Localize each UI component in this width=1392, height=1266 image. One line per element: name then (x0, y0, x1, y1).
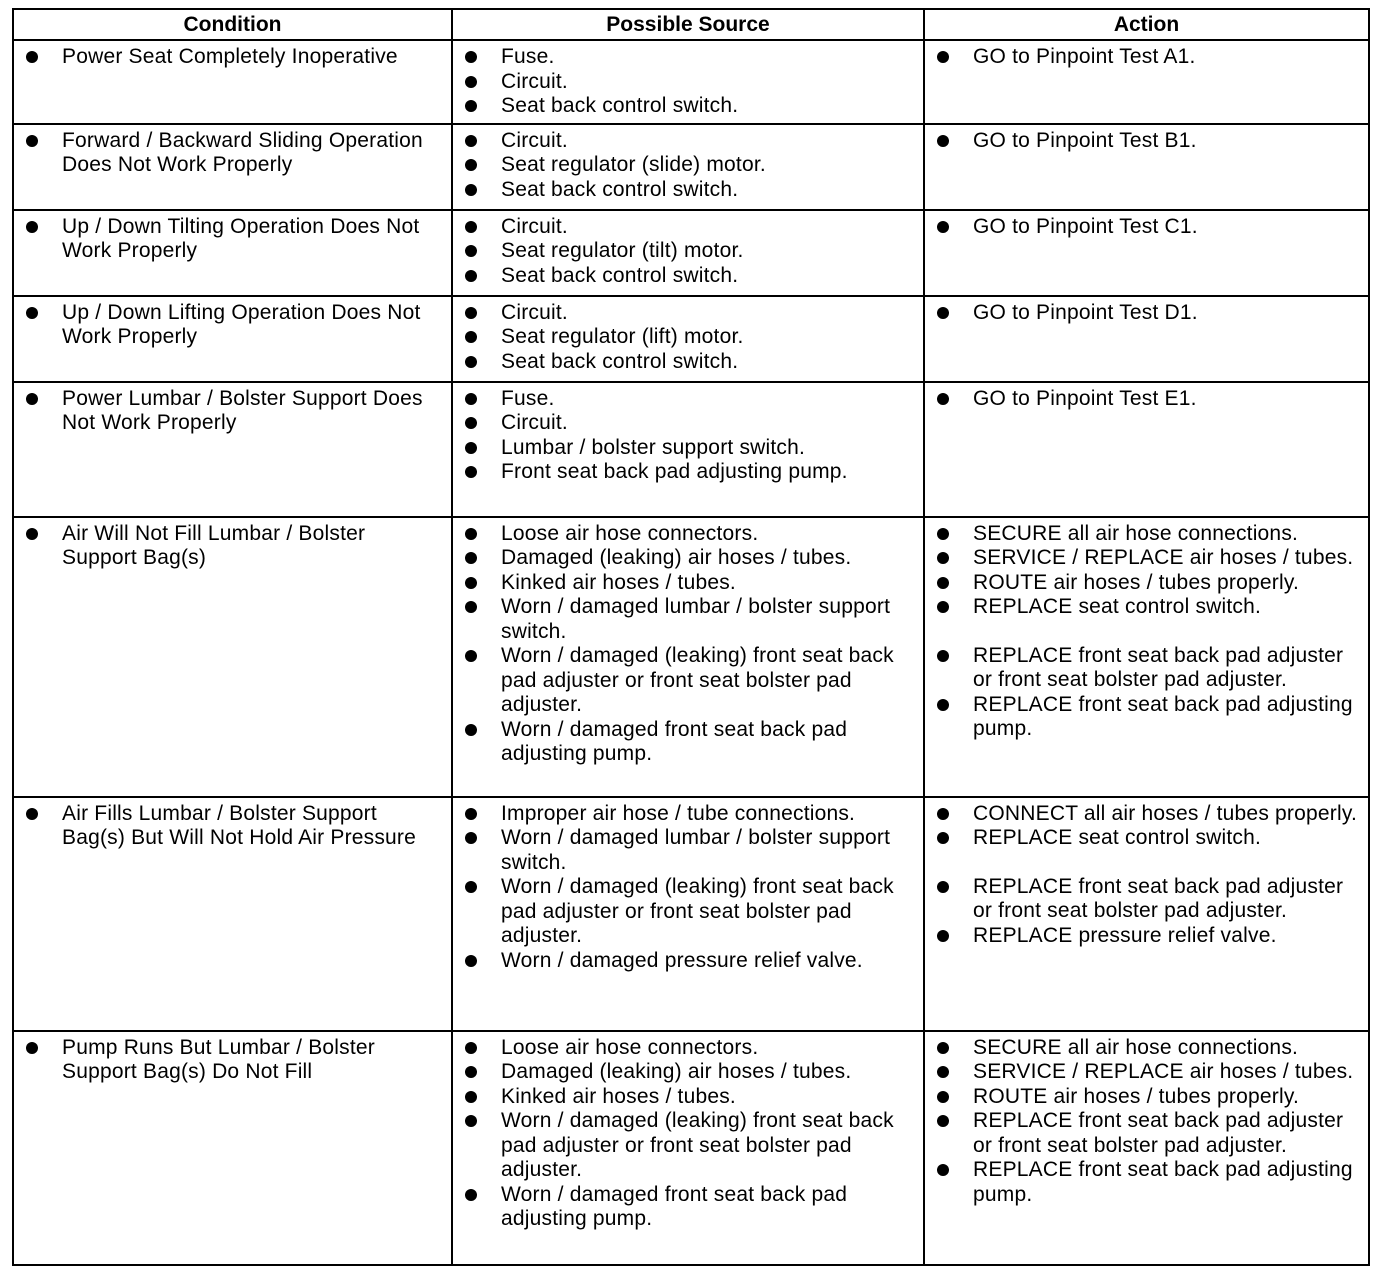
bullet-icon (937, 51, 949, 63)
source-item: Worn / damaged pressure relief valve. (459, 949, 917, 974)
condition-cell (13, 210, 452, 296)
bullet-icon (937, 832, 949, 844)
bullet-icon (465, 724, 477, 736)
bullet-icon (937, 1042, 949, 1054)
table-row (13, 40, 1369, 124)
bullet-icon (937, 1164, 949, 1176)
bullet-icon (937, 650, 949, 662)
source-item: Kinked air hoses / tubes. (459, 571, 917, 596)
source-item: Circuit. (459, 129, 917, 154)
table-row (13, 124, 1369, 210)
table-row (13, 1031, 1369, 1265)
source-item: Worn / damaged front seat back pad adjusting pump. (459, 718, 917, 767)
header-condition: Condition (13, 9, 452, 40)
bullet-icon (26, 135, 38, 147)
bullet-icon (465, 1066, 477, 1078)
bullet-icon (465, 1189, 477, 1201)
action-cell (924, 1031, 1369, 1265)
bullet-icon (465, 135, 477, 147)
action-item: GO to Pinpoint Test B1. (931, 129, 1362, 154)
source-item: Seat regulator (lift) motor. (459, 325, 917, 350)
condition-cell (13, 1031, 452, 1265)
action-item: GO to Pinpoint Test A1. (931, 45, 1362, 70)
bullet-icon (937, 699, 949, 711)
bullet-icon (465, 76, 477, 88)
action-cell (924, 296, 1369, 382)
bullet-icon (937, 552, 949, 564)
bullet-icon (465, 417, 477, 429)
action-item: REPLACE pressure relief valve. (931, 924, 1362, 949)
action-cell (924, 124, 1369, 210)
action-item: REPLACE seat control switch. (931, 826, 1362, 851)
action-cell (924, 382, 1369, 517)
source-cell (452, 797, 924, 1031)
source-cell (452, 517, 924, 797)
bullet-icon (26, 1042, 38, 1054)
source-item: Circuit. (459, 70, 917, 95)
bullet-icon (465, 393, 477, 405)
bullet-icon (465, 601, 477, 613)
bullet-icon (937, 1091, 949, 1103)
action-item: ROUTE air hoses / tubes properly. (931, 1085, 1362, 1110)
bullet-icon (937, 601, 949, 613)
bullet-icon (937, 808, 949, 820)
bullet-icon (465, 528, 477, 540)
source-item: Circuit. (459, 411, 917, 436)
bullet-icon (937, 577, 949, 589)
source-item: Worn / damaged lumbar / bolster support switch. (459, 595, 917, 644)
bullet-icon (26, 307, 38, 319)
source-item: Worn / damaged (leaking) front seat back pad adjuster or front seat bolster pad adjuster. (459, 875, 917, 949)
source-item: Seat back control switch. (459, 264, 917, 289)
source-item: Worn / damaged (leaking) front seat back pad adjuster or front seat bolster pad adjuster. (459, 644, 917, 718)
bullet-icon (465, 1115, 477, 1127)
source-item: Kinked air hoses / tubes. (459, 1085, 917, 1110)
condition-cell (13, 124, 452, 210)
table-row (13, 797, 1369, 1031)
condition-item: Up / Down Tilting Operation Does Not Work Properly (20, 215, 445, 264)
condition-item: Power Lumbar / Bolster Support Does Not Work Properly (20, 387, 445, 436)
bullet-icon (465, 577, 477, 589)
action-item: REPLACE seat control switch. (931, 595, 1362, 620)
bullet-icon (465, 245, 477, 257)
bullet-icon (937, 528, 949, 540)
source-cell (452, 40, 924, 124)
table-row (13, 210, 1369, 296)
bullet-icon (26, 51, 38, 63)
action-cell (924, 210, 1369, 296)
source-item: Damaged (leaking) air hoses / tubes. (459, 546, 917, 571)
action-item: GO to Pinpoint Test D1. (931, 301, 1362, 326)
bullet-icon (465, 955, 477, 967)
condition-cell (13, 382, 452, 517)
condition-item: Air Will Not Fill Lumbar / Bolster Support Bag(s) (20, 522, 445, 571)
source-item: Damaged (leaking) air hoses / tubes. (459, 1060, 917, 1085)
condition-item: Forward / Backward Sliding Operation Does Not Work Properly (20, 129, 445, 178)
header-possible-source: Possible Source (452, 9, 924, 40)
action-cell (924, 517, 1369, 797)
bullet-icon (465, 270, 477, 282)
bullet-icon (937, 307, 949, 319)
condition-cell (13, 40, 452, 124)
action-item: SECURE all air hose connections. (931, 522, 1362, 547)
action-cell (924, 797, 1369, 1031)
condition-cell (13, 517, 452, 797)
bullet-icon (937, 135, 949, 147)
condition-item: Up / Down Lifting Operation Does Not Work Properly (20, 301, 445, 350)
source-cell (452, 210, 924, 296)
bullet-icon (937, 1115, 949, 1127)
table-row (13, 517, 1369, 797)
source-item: Circuit. (459, 215, 917, 240)
bullet-icon (465, 1091, 477, 1103)
bullet-icon (465, 184, 477, 196)
source-cell (452, 124, 924, 210)
action-item: ROUTE air hoses / tubes properly. (931, 571, 1362, 596)
action-item: REPLACE front seat back pad adjuster or front seat bolster pad adjuster. (931, 1109, 1362, 1158)
source-item: Loose air hose connectors. (459, 522, 917, 547)
source-item: Lumbar / bolster support switch. (459, 436, 917, 461)
bullet-icon (465, 1042, 477, 1054)
condition-item: Power Seat Completely Inoperative (20, 45, 445, 70)
source-item: Worn / damaged front seat back pad adjusting pump. (459, 1183, 917, 1232)
source-item: Seat back control switch. (459, 178, 917, 203)
action-cell (924, 40, 1369, 124)
bullet-icon (465, 307, 477, 319)
source-cell (452, 382, 924, 517)
bullet-icon (937, 881, 949, 893)
source-item: Improper air hose / tube connections. (459, 802, 917, 827)
bullet-icon (937, 221, 949, 233)
bullet-icon (465, 650, 477, 662)
bullet-icon (26, 393, 38, 405)
source-item: Circuit. (459, 301, 917, 326)
source-item: Seat regulator (tilt) motor. (459, 239, 917, 264)
condition-item: Pump Runs But Lumbar / Bolster Support Bag(s) Do Not Fill (20, 1036, 445, 1085)
source-item: Worn / damaged (leaking) front seat back pad adjuster or front seat bolster pad adjuster. (459, 1109, 917, 1183)
source-item: Worn / damaged lumbar / bolster support switch. (459, 826, 917, 875)
condition-cell (13, 797, 452, 1031)
bullet-icon (465, 51, 477, 63)
bullet-icon (465, 100, 477, 112)
header-row (13, 9, 1369, 40)
source-item: Fuse. (459, 45, 917, 70)
action-item: REPLACE front seat back pad adjuster or front seat bolster pad adjuster. (931, 875, 1362, 924)
bullet-icon (937, 1066, 949, 1078)
source-item: Seat back control switch. (459, 94, 917, 119)
bullet-icon (465, 466, 477, 478)
bullet-icon (465, 808, 477, 820)
action-item: REPLACE front seat back pad adjusting pump. (931, 1158, 1362, 1207)
bullet-icon (937, 393, 949, 405)
source-item: Seat regulator (slide) motor. (459, 153, 917, 178)
source-item: Loose air hose connectors. (459, 1036, 917, 1061)
bullet-icon (26, 221, 38, 233)
source-cell (452, 1031, 924, 1265)
table-row (13, 382, 1369, 517)
action-item: SECURE all air hose connections. (931, 1036, 1362, 1061)
bullet-icon (465, 221, 477, 233)
header-action: Action (924, 9, 1369, 40)
action-item: GO to Pinpoint Test C1. (931, 215, 1362, 240)
bullet-icon (465, 881, 477, 893)
action-item: CONNECT all air hoses / tubes properly. (931, 802, 1362, 827)
source-item: Seat back control switch. (459, 350, 917, 375)
action-item: REPLACE front seat back pad adjusting pump. (931, 693, 1362, 742)
bullet-icon (937, 930, 949, 942)
condition-item: Air Fills Lumbar / Bolster Support Bag(s) But Will Not Hold Air Pressure (20, 802, 445, 851)
action-item: GO to Pinpoint Test E1. (931, 387, 1362, 412)
action-item: SERVICE / REPLACE air hoses / tubes. (931, 1060, 1362, 1085)
bullet-icon (465, 356, 477, 368)
bullet-icon (26, 808, 38, 820)
action-item: REPLACE front seat back pad adjuster or front seat bolster pad adjuster. (931, 644, 1362, 693)
bullet-icon (465, 442, 477, 454)
bullet-icon (465, 331, 477, 343)
bullet-icon (465, 159, 477, 171)
bullet-icon (26, 528, 38, 540)
source-cell (452, 296, 924, 382)
condition-cell (13, 296, 452, 382)
source-item: Fuse. (459, 387, 917, 412)
diagnosis-table (12, 8, 1370, 1266)
bullet-icon (465, 832, 477, 844)
table-row (13, 296, 1369, 382)
source-item: Front seat back pad adjusting pump. (459, 460, 917, 485)
action-item: SERVICE / REPLACE air hoses / tubes. (931, 546, 1362, 571)
bullet-icon (465, 552, 477, 564)
